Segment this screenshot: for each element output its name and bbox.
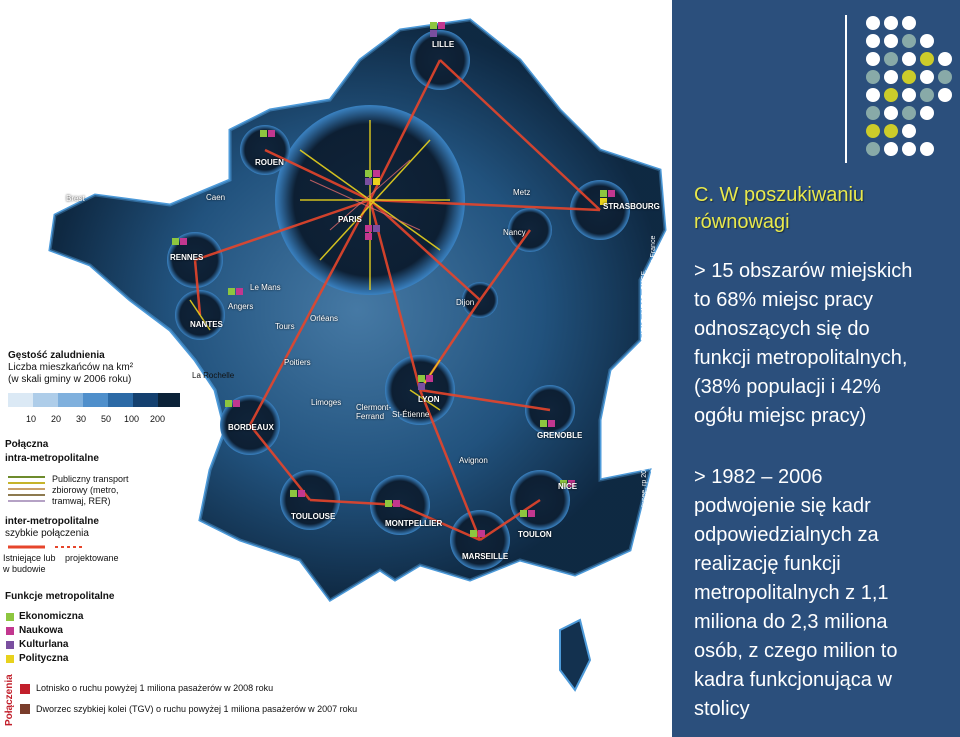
planned-label: projektowane (65, 553, 119, 563)
text-line: odpowiedzialnych za (694, 524, 879, 546)
city-label: Le Mans (250, 283, 281, 292)
city-label: La Rochelle (192, 371, 235, 380)
density-tick: 10 (26, 414, 37, 424)
existing-label: Istniejące lub (3, 553, 56, 563)
city-label: NICE (558, 482, 578, 491)
source-line: Times Higher Education, Fortune, GaWC Research Bulletin 157, Réunion des Opéras de France (650, 235, 657, 535)
dot (938, 52, 952, 66)
text-line: stolicy (694, 698, 750, 720)
city-label: TOULON (518, 530, 552, 539)
dot (902, 16, 916, 30)
city-label: Metz (513, 188, 531, 197)
text-line: to 68% miejsc pracy (694, 289, 873, 311)
dot (902, 142, 916, 156)
dot (866, 16, 880, 30)
panel-title (694, 182, 864, 236)
density-tick: 200 (150, 414, 166, 424)
city-label: Tours (275, 322, 295, 331)
density-tick: 20 (51, 414, 62, 424)
dot (902, 52, 916, 66)
city-label: Limoges (311, 398, 342, 407)
city-label: Angers (228, 302, 254, 311)
tgv-marker (20, 704, 30, 714)
function-label: Ekonomiczna (19, 611, 84, 622)
paragraph-1 (694, 257, 912, 431)
source-line: Source : Insee, rp 2006, DGAC, Union des aéroports français, DATAR, MESR, SNCF, (641, 269, 648, 535)
function-label: Polityczna (19, 653, 69, 664)
economic-swatch (6, 613, 14, 621)
text-line: kadra funkcjonująca w (694, 669, 892, 691)
city-label: Clermont-Ferrand (356, 403, 392, 421)
text-line: ogółu miejsc pracy) (694, 405, 867, 427)
dot (902, 34, 916, 48)
dot (866, 70, 880, 84)
title-line: C. W poszukiwaniu (694, 184, 865, 206)
text-line: (38% populacji i 42% (694, 376, 881, 398)
dot (884, 106, 898, 120)
scientific-swatch (6, 627, 14, 635)
dot (866, 34, 880, 48)
text-line: podwojenie się kadr (694, 495, 871, 517)
dot (920, 106, 934, 120)
under-construction-label: w budowie (3, 564, 46, 574)
links-label: Połączenia (4, 674, 15, 726)
dot (884, 124, 898, 138)
dot (902, 88, 916, 102)
dot (920, 142, 934, 156)
city-label: MONTPELLIER (385, 519, 443, 528)
public-transport-text: Publiczny transport (52, 474, 129, 484)
dot (866, 142, 880, 156)
dot (884, 142, 898, 156)
city-label: GRENOBLE (537, 431, 583, 440)
city-label: PARIS (338, 215, 362, 224)
dot (902, 70, 916, 84)
dot (938, 70, 952, 84)
city-label: Nancy (503, 228, 526, 237)
text-line: miliona do 2,3 miliona (694, 611, 888, 633)
dot (920, 34, 934, 48)
city-label: LYON (418, 395, 440, 404)
dot (884, 70, 898, 84)
dot (866, 124, 880, 138)
city-label: Caen (206, 193, 226, 202)
dot (884, 52, 898, 66)
connections-title: Połączna (5, 439, 49, 450)
density-sub2: (w skali gminy w 2006 roku) (8, 374, 132, 385)
title-line: równowagi (694, 211, 790, 233)
dot (884, 88, 898, 102)
public-transport-text: zbiorowy (metro, (52, 485, 119, 495)
paragraph-2 (694, 463, 897, 724)
intra-title: intra-metropolitalne (5, 453, 99, 464)
text-line: funkcji metropolitalnych, (694, 347, 908, 369)
inter-title: inter-metropolitalne (5, 516, 99, 527)
city-label: Orléans (310, 314, 339, 323)
city-label: MARSEILLE (462, 552, 509, 561)
dot (920, 70, 934, 84)
city-label: St-Étienne (392, 410, 430, 419)
dot (902, 124, 916, 138)
city-label: Poitiers (284, 358, 311, 367)
dot (866, 106, 880, 120)
map-source-credit (640, 236, 667, 535)
density-sub1: Liczba mieszkańców na km² (8, 362, 134, 373)
function-label: Kulturlana (19, 639, 69, 650)
city-label: BORDEAUX (228, 423, 274, 432)
text-line: realizację funkcji (694, 553, 841, 575)
dot (920, 52, 934, 66)
airport-marker (20, 684, 30, 694)
fast-connections: szybkie połączenia (5, 528, 89, 539)
dot (938, 88, 952, 102)
city-label: LILLE (432, 40, 455, 49)
city-label: Avignon (459, 456, 488, 465)
density-tick: 30 (76, 414, 87, 424)
tgv-label: Dworzec szybkiej kolei (TGV) o ruchu powyżej 1 miliona pasażerów w 2007 roku (36, 704, 358, 714)
city-label: STRASBOURG (603, 202, 660, 211)
dot (866, 52, 880, 66)
panel-divider-line (845, 15, 847, 163)
density-tick: 50 (101, 414, 112, 424)
function-label: Naukowa (19, 625, 63, 636)
functions-title: Funkcje metropolitalne (5, 591, 115, 602)
density-scale (8, 393, 180, 407)
text-line: metropolitalnych z 1,1 (694, 582, 889, 604)
dot (902, 106, 916, 120)
text-line: > 1982 – 2006 (694, 466, 823, 488)
city-label: TOULOUSE (291, 512, 336, 521)
text-line: > 15 obszarów miejskich (694, 260, 913, 282)
text-line: osób, z czego milion to (694, 640, 898, 662)
source-line: Conception / Réalisation : Datar | Territoires • Karine Hurel • 2011 (659, 333, 666, 535)
city-label: Brest (66, 194, 85, 203)
city-label: RENNES (170, 253, 204, 262)
city-label: NANTES (190, 320, 223, 329)
airport-label: Lotnisko o ruchu powyżej 1 miliona pasażerów w 2008 roku (36, 683, 274, 693)
dot (884, 34, 898, 48)
public-transport-text: tramwaj, RER) (52, 496, 111, 506)
city-label: ROUEN (255, 158, 284, 167)
dot (920, 88, 934, 102)
text-line: odnoszących się do (694, 318, 870, 340)
density-title: Gęstość zaludnienia (8, 350, 105, 361)
city-label: Dijon (456, 298, 475, 307)
density-tick: 100 (124, 414, 140, 424)
dot (866, 88, 880, 102)
cultural-swatch (6, 641, 14, 649)
political-swatch (6, 655, 14, 663)
dot (884, 16, 898, 30)
